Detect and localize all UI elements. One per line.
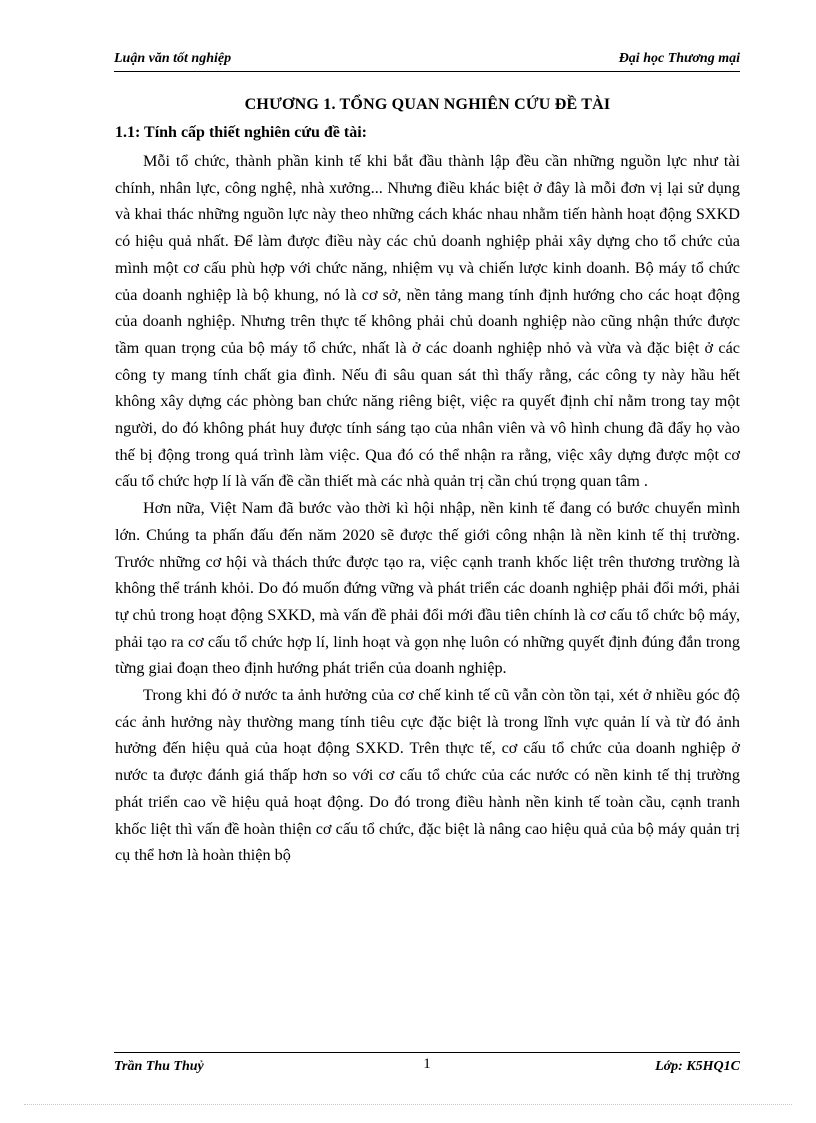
- section-title: 1.1: Tính cấp thiết nghiên cứu đề tài:: [115, 124, 367, 141]
- footer-page-number: 1: [423, 1056, 431, 1072]
- header-university-label: Đại học Thương mại: [618, 51, 740, 66]
- footer-class: Lớp: K5HQ1C: [655, 1059, 740, 1074]
- header-thesis-label: Luận văn tốt nghiệp: [114, 51, 232, 66]
- document-body: [115, 94, 740, 869]
- page-header: [114, 49, 740, 72]
- page-footer: [114, 1052, 740, 1079]
- paragraph: Hơn nữa, Việt Nam đã bước vào thời kì hội nhập, nền kinh tế đang có bước chuyển mình lớn. Chúng ta phấn đấu đến năm 2020 sẽ được thế giới công nhận là nền kinh tế thị trường. Trước những cơ hội và thách thức được tạo ra, việc cạnh tranh khốc liệt trên thương trường là không thể tránh khỏi. Do đó muốn đứng vững và phát triển các doanh nghiệp phải đổi mới, phải tự chủ trong hoạt động SXKD, mà vấn đề phải đổi mới đầu tiên chính là cơ cấu tổ chức bộ máy, phải tạo ra cơ cấu tổ chức hợp lí, linh hoạt và gọn nhẹ luôn có những quyết định đúng đắn trong từng giai đoạn theo định hướng phát triển của doanh nghiệp.: [115, 499, 740, 678]
- paragraph: Trong khi đó ở nước ta ảnh hưởng của cơ chế kinh tế cũ vẫn còn tồn tại, xét ở nhiều góc độ các ảnh hưởng này thường mang tính tiêu cực đặc biệt là trong lĩnh vực quản lí và từ đó ảnh hưởng đến hiệu quả của hoạt động SXKD. Trên thực tế, cơ cấu tổ chức của doanh nghiệp ở nước ta được đánh giá thấp hơn so với cơ cấu tổ chức của các nước có nền kinh tế thị trường phát triển cao về hiệu quả hoạt động. Do đó trong điều hành nền kinh tế toàn cầu, cạnh tranh khốc liệt thì vấn đề hoàn thiện cơ cấu tổ chức, đặc biệt là nâng cao hiệu quả của bộ máy quản trị cụ thể hơn là hoàn thiện bộ: [115, 686, 740, 865]
- chapter-title: CHƯƠNG 1. TỔNG QUAN NGHIÊN CỨU ĐỀ TÀI: [244, 96, 611, 113]
- paragraph: Mỗi tổ chức, thành phần kinh tế khi bắt đầu thành lập đều cần những nguồn lực như tài chính, nhân lực, công nghệ, nhà xưởng... Nhưng điều khác biệt ở đây là mỗi đơn vị lại sử dụng và khai thác những nguồn lực này theo những cách khác nhau nhằm tiến hành hoạt động SXKD có hiệu quả nhất. Để làm được điều này các chủ doanh nghiệp phải xây dựng cho tổ chức của mình một cơ cấu phù hợp với chức năng, nhiệm vụ và chiến lược kinh doanh. Bộ máy tổ chức của doanh nghiệp là bộ khung, nó là cơ sở, nền tảng mang tính định hướng cho các hoạt động của doanh nghiệp. Nhưng trên thực tế không phải chủ doanh nghiệp nào cũng nhận thức được tầm quan trọng của bộ máy tổ chức, nhất là ở các doanh nghiệp nhỏ và vừa và đặc biệt ở các công ty mang tính chất gia đình. Nếu đi sâu quan sát thì thấy rằng, các công ty này hầu hết không xây dựng các phòng ban chức năng riêng biệt, việc ra quyết định chỉ nằm trong tay một người, do đó không phát huy được tính sáng tạo của nhân viên và vô hình chung đã đẩy họ vào thế bị động trong quá trình làm việc. Qua đó có thể nhận ra rằng, việc xây dựng được một cơ cấu tổ chức hợp lí là vấn đề cần thiết mà các nhà quản trị cần chú trọng quan tâm .: [115, 152, 740, 491]
- footer-author: Trần Thu Thuỷ: [114, 1059, 204, 1074]
- page-bottom-edge: [24, 1104, 792, 1105]
